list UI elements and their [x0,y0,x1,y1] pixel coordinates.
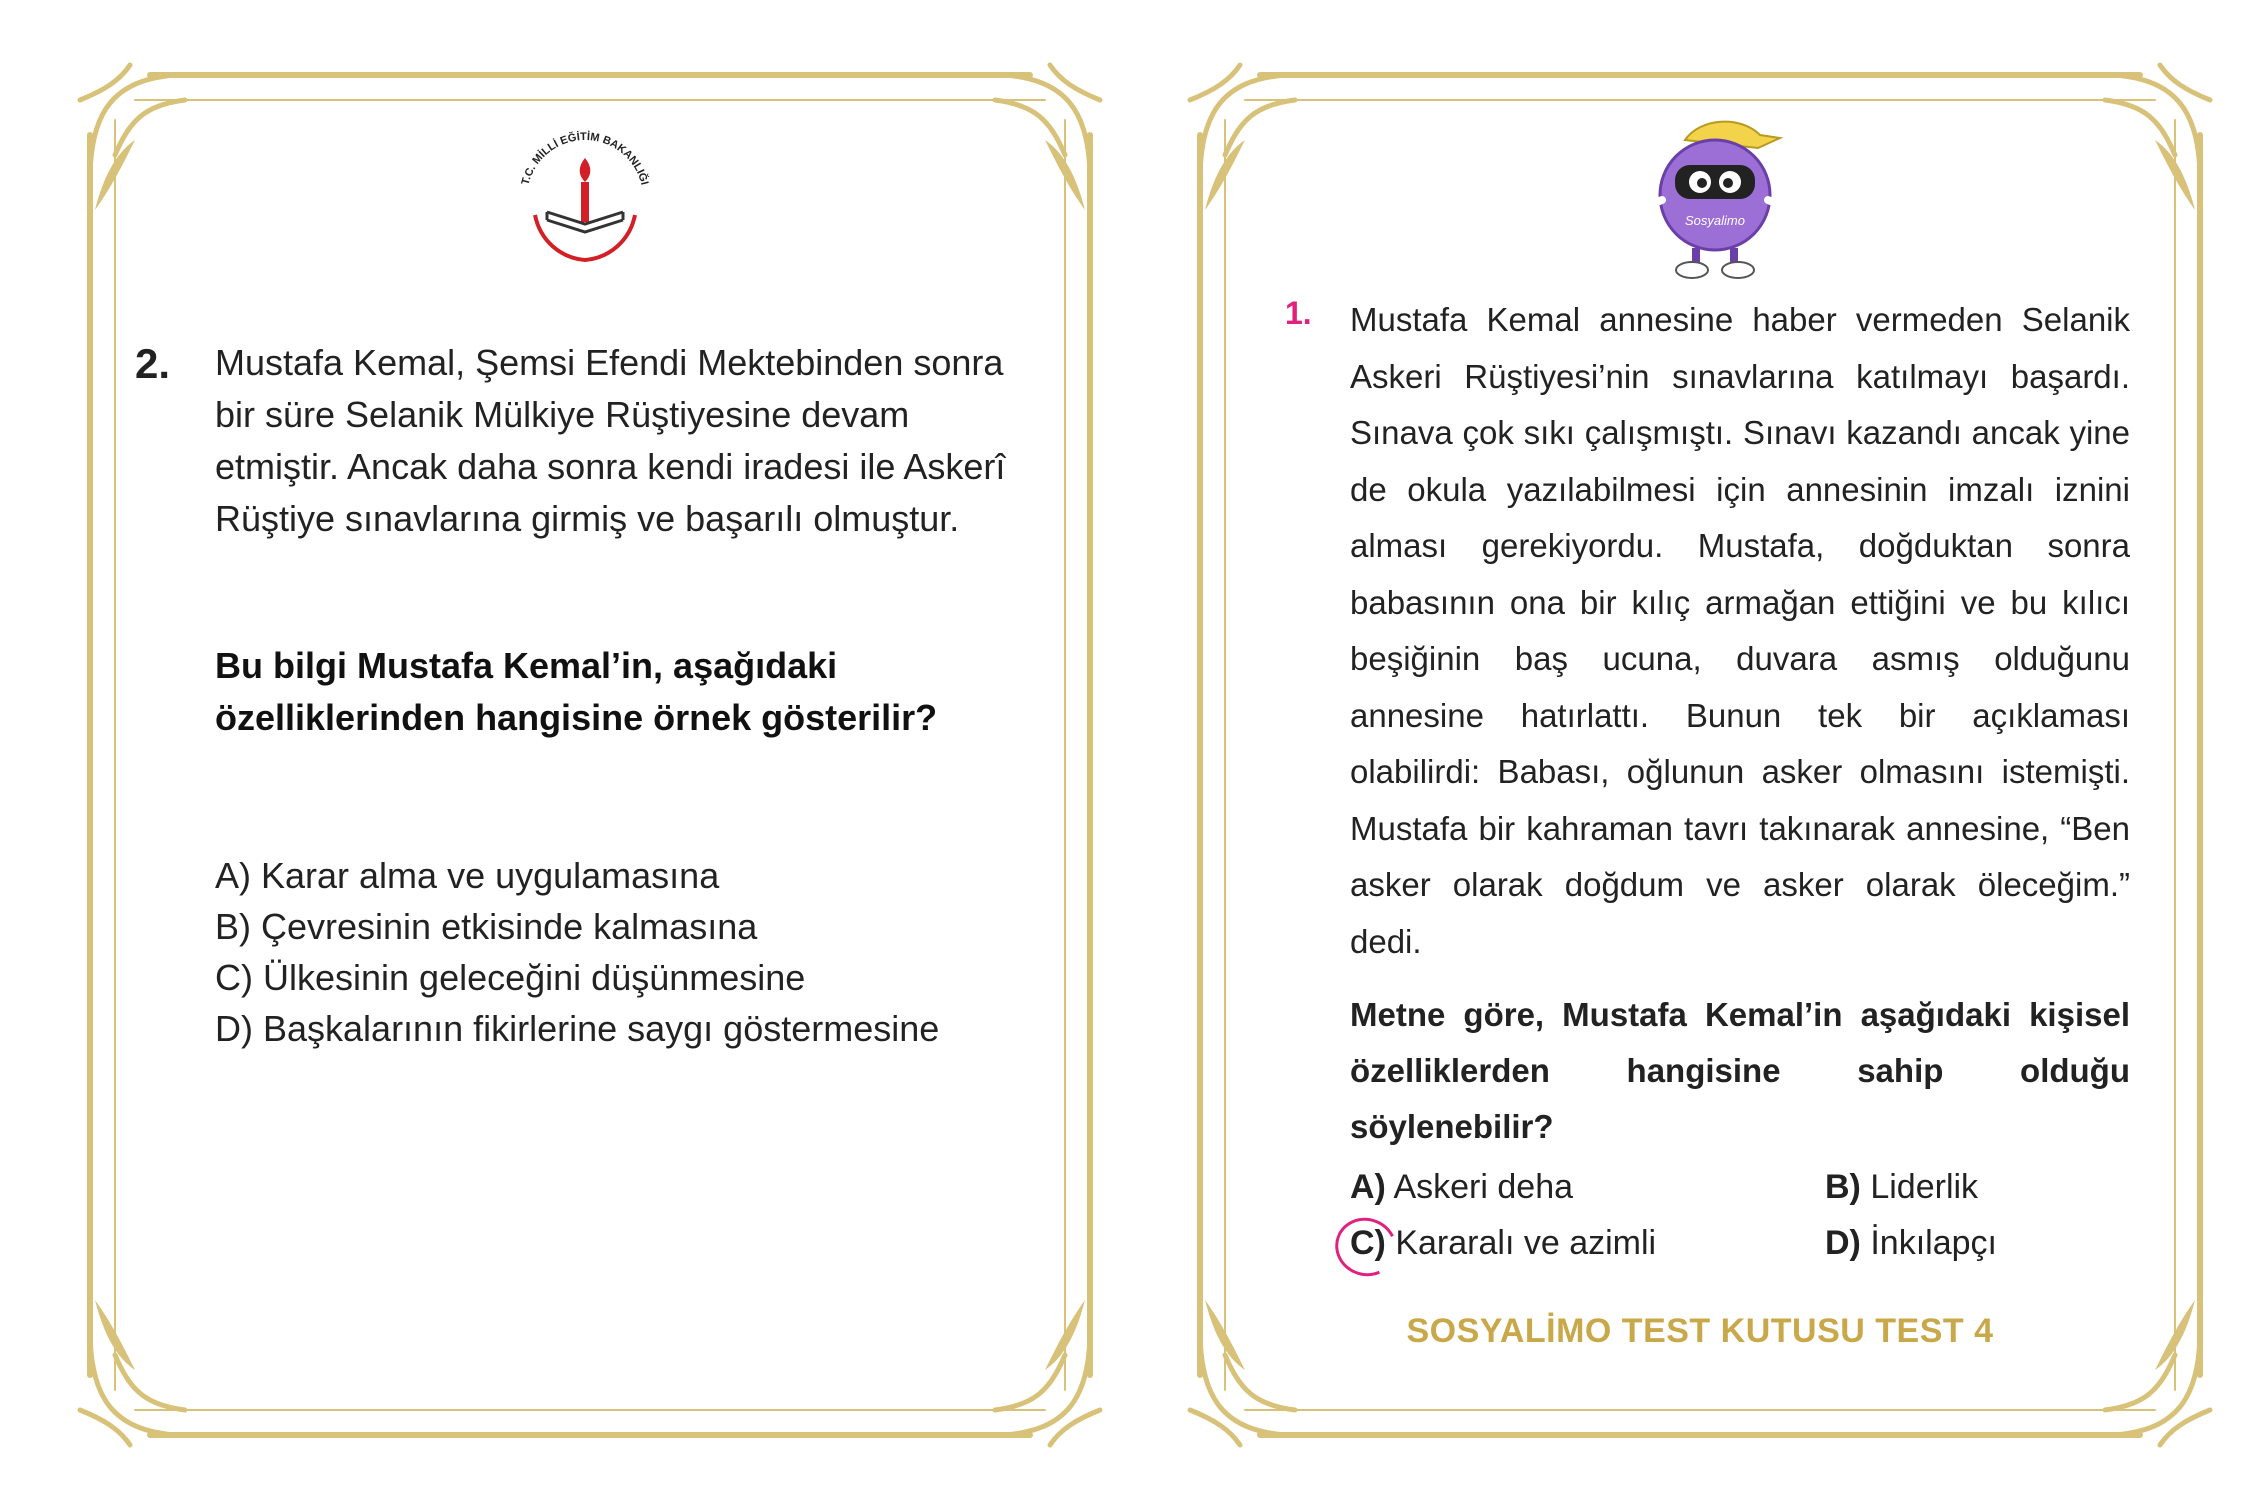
footer-title: SOSYALİMO TEST KUTUSU TEST 4 [1406,1312,1994,1350]
question-number: 1. [1285,295,1312,331]
choice-a[interactable]: A) Karar alma ve uygulamasına [215,855,720,896]
option-text: İnkılapçı [1870,1224,1997,1262]
svg-text:T.C. MİLLİ EĞİTİM BAKANLIĞI: T.C. MİLLİ EĞİTİM BAKANLIĞI [519,130,651,187]
option-letter: C) [1350,1224,1386,1262]
ministry-logo [505,120,665,270]
choice-c[interactable]: C) Ülkesinin geleceğini düşünmesine [215,957,806,998]
question-text: Mustafa Kemal annesine haber vermeden Selanik Askeri Rüştiyesi’nin sınavlarına katılmayı başardı. Sınava çok sıkı çalışmıştı. Sınavı kazandı ancak yine de okula yazılabilmesi için annesinin imzalı iznini alması gerekiyordu. Mustafa, doğduktan sonra babasının ona bir kılıç armağan ettiğini ve bu kılıcı beşiğinin baş ucuna, duvara asmış olduğunu annesine hatırlattı. Bunun tek bir açıklaması olabilirdi: Babası, oğlunun asker olmasını istemişti. Mustafa bir kahraman tavrı takınarak annesine, “Ben asker olarak doğdum ve asker olarak öleceğim.” dedi. [1350,301,2130,960]
mascot-icon [1630,110,1800,285]
option-letter: D) [1825,1224,1861,1262]
svg-text:Sosyalimo: Sosyalimo [1685,213,1745,228]
answer-choices [215,850,939,1054]
option-letter: A) [1350,1168,1386,1206]
choice-b[interactable]: B) Çevresinin etkisinde kalmasına [215,906,758,947]
question-number: 2. [135,340,171,387]
option-b[interactable] [1825,1168,1978,1207]
option-text: Liderlik [1870,1168,1979,1206]
question-card-left [75,60,1105,1450]
question-prompt: Bu bilgi Mustafa Kemal’in, aşağıdaki özelliklerinden hangisine örnek gösterilir? [215,645,938,738]
option-c[interactable] [1350,1224,1656,1263]
question-card-right [1185,60,2215,1450]
question-prompt: Metne göre, Mustafa Kemal’in aşağıdaki kişisel özelliklerden hangisine sahip olduğu söylenebilir? [1350,996,2130,1145]
option-text: Askeri deha [1393,1168,1574,1206]
option-a[interactable] [1350,1168,1573,1207]
option-d[interactable] [1825,1224,1997,1263]
question-text: Mustafa Kemal, Şemsi Efendi Mektebinden sonra bir süre Selanik Mülkiye Rüştiyesine devam etmiştir. Ancak daha sonra kendi iradesi ile Askerî Rüştiye sınavlarına girmiş ve başarılı olmuştur. [215,342,1006,539]
option-text: Kararalı ve azimli [1395,1224,1657,1262]
option-letter: B) [1825,1168,1861,1206]
choice-d[interactable]: D) Başkalarının fikirlerine saygı göstermesine [215,1008,940,1049]
